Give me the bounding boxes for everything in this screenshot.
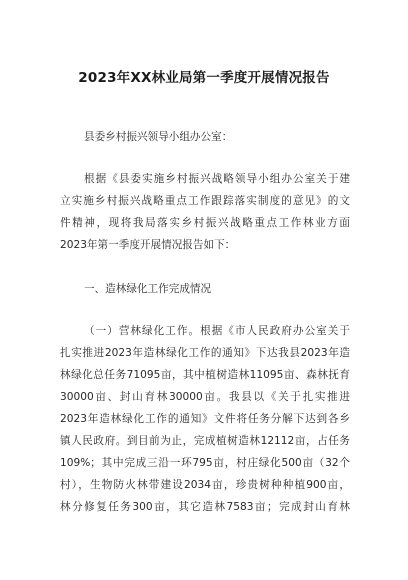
para1-line-7: 109%；其中完成三沿一环795亩，村庄绿化500亩（32个 xyxy=(60,457,350,469)
para1-line-9: 林分修复任务300亩，其它造林7583亩；完成封山育林 xyxy=(60,501,350,513)
document-title: 2023年XX林业局第一季度开展情况报告 xyxy=(78,70,330,86)
intro-line-2: 立实施乡村振兴战略重点工作跟踪落实制度的意见》的文 xyxy=(60,195,350,207)
intro-line-1: 根据《县委实施乡村振兴战略领导小组办公室关于建 xyxy=(84,173,350,185)
para1-line-5: 2023年造林绿化工作的通知》文件将任务分解下达到各乡 xyxy=(60,413,350,425)
intro-line-4: 2023年第一季度开展情况报告如下： xyxy=(60,239,236,251)
para1-line-6: 镇人民政府。到目前为止，完成植树造林12112亩，占任务 xyxy=(60,435,350,447)
intro-line-3: 件精神，现将我局落实乡村振兴战略重点工作林业方面 xyxy=(60,217,350,229)
salutation: 县委乡村振兴领导小组办公室： xyxy=(84,131,233,143)
para1-line-1: （一）营林绿化工作。根据《市人民政府办公室关于 xyxy=(84,325,350,337)
para1-line-2: 扎实推进2023年造林绿化工作的通知》下达我县2023年造 xyxy=(60,347,350,359)
para1-line-3: 林绿化总任务71095亩，其中植树造林11095亩、森林抚育 xyxy=(60,369,350,381)
section-heading: 一、造林绿化工作完成情况 xyxy=(84,283,212,295)
para1-line-4: 30000亩、封山育林30000亩。我县以《关于扎实推进 xyxy=(60,391,350,403)
para1-line-8: 村），生物防火林带建设2034亩，珍贵树种种植900亩， xyxy=(60,479,350,491)
